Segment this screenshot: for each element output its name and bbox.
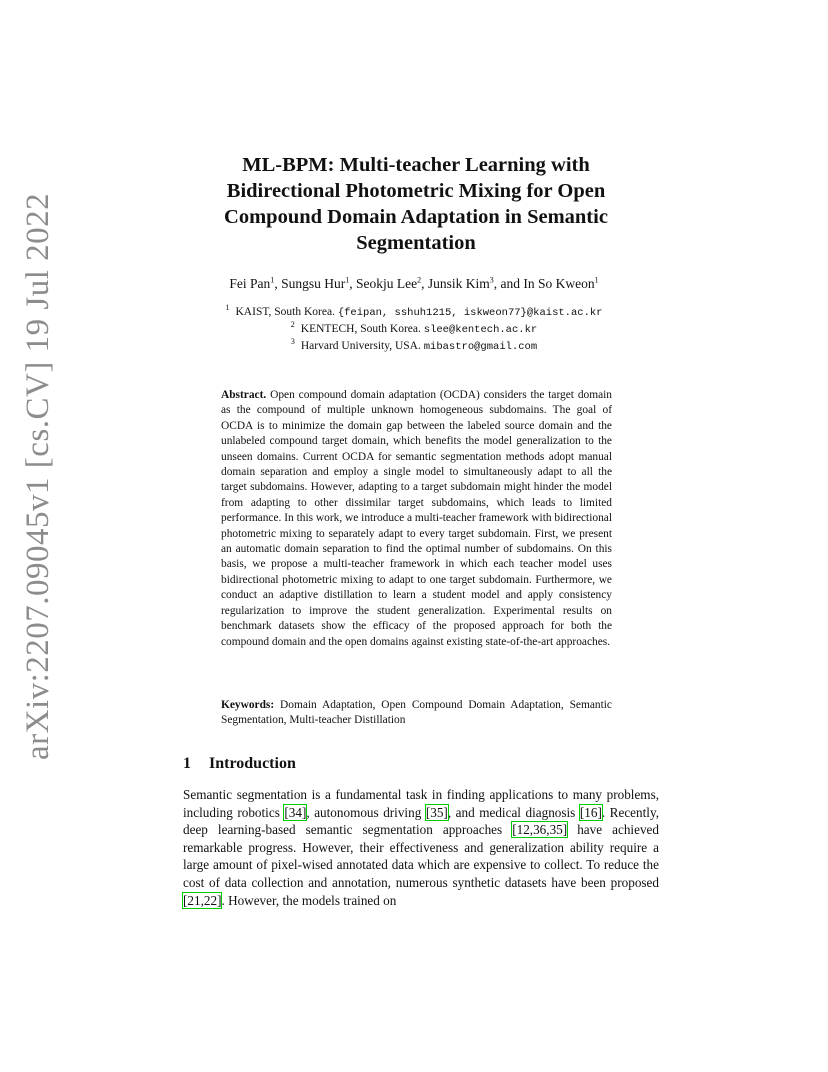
affiliation-number: 3 [290, 337, 295, 347]
affiliation-marker: 3 [489, 275, 494, 285]
author-name: , and In So Kweon [493, 276, 595, 291]
affiliation-list [150, 304, 678, 355]
paper-title: ML-BPM: Multi-teacher Learning with Bidirectional Photometric Mixing for Open Compound Domain Adaptation in Semantic Segmentation [224, 154, 608, 254]
affiliation-text: KAIST, South Korea. [235, 306, 338, 318]
section-title: Introduction [209, 755, 296, 772]
intro-text: . Recently, deep learning-based semantic segmentation approaches [183, 804, 659, 838]
affiliation-marker: 1 [345, 275, 350, 285]
abstract-label: Abstract. [221, 389, 267, 401]
intro-text: , and medical diagnosis [447, 804, 580, 820]
author-list [150, 275, 678, 293]
section-heading [183, 754, 296, 774]
abstract [221, 388, 612, 650]
citation-link[interactable]: [16] [579, 804, 602, 820]
section-number: 1 [183, 755, 191, 772]
affiliation-email[interactable]: {feipan, sshuh1215, iskweon77}@kaist.ac.kr [337, 307, 603, 319]
citation-link[interactable]: [35] [425, 804, 448, 820]
citation-link[interactable]: [21,22] [183, 892, 222, 908]
arxiv-identifier: arXiv:2207.09045v1 [cs.CV] 19 Jul 2022 [20, 192, 56, 760]
keywords-label: Keywords: [221, 699, 275, 711]
affiliation-harvard [150, 338, 678, 355]
affiliation-email[interactable]: mibastro@gmail.com [423, 341, 538, 353]
affiliation-text: KENTECH, South Korea. [300, 323, 424, 335]
affiliation-email[interactable]: slee@kentech.ac.kr [423, 324, 538, 336]
intro-text: have achieved remarkable progress. However, their effectiveness and generalization ability require a large amount of pixel-wised annotated data which are expensive to collect. To reduce the cost of data collection and annotation, numerous synthetic datasets have been proposed [183, 822, 659, 890]
keywords [221, 698, 612, 729]
intro-text: Semantic segmentation is a fundamental task in finding applications to many problems, including robotics [183, 787, 659, 820]
affiliation-number: 1 [225, 303, 230, 313]
keywords-text: Domain Adaptation, Open Compound Domain Adaptation, Semantic Segmentation, Multi-teacher Distillation [221, 699, 612, 727]
affiliation-marker: 2 [417, 275, 422, 285]
affiliation-marker: 1 [594, 275, 599, 285]
affiliation-kentech [150, 321, 678, 338]
intro-paragraph [183, 786, 659, 909]
affiliation-marker: 1 [270, 275, 275, 285]
author-name: , Seokju Lee [349, 276, 418, 291]
affiliation-kaist [150, 304, 678, 321]
author-name: Fei Pan [229, 276, 271, 291]
citation-link[interactable]: [34] [284, 804, 307, 820]
affiliation-number: 2 [290, 320, 295, 330]
citation-link[interactable]: [12,36,35] [512, 822, 568, 838]
intro-text: . However, the models trained on [221, 892, 397, 908]
author-name: , Junsik Kim [421, 276, 490, 291]
affiliation-text: Harvard University, USA. [300, 340, 424, 352]
author-name: , Sungsu Hur [274, 276, 346, 291]
abstract-text: Open compound domain adaptation (OCDA) considers the target domain as the compound of multiple unknown homogeneous subdomains. The goal of OCDA is to minimize the domain gap between the labeled source domain and the unlabeled compound target domain, which benefits the model generalization to the unseen domains. Current OCDA for semantic segmentation methods adopt manual domain separation and employ a single model to simultaneously adapt to all the target subdomains. However, adapting to a target subdomain might hinder the model from adapting to other dissimilar target subdomains, which leads to limited performance. In this work, we introduce a multi-teacher framework with bidirectional photometric mixing to separately adapt to every target subdomain. First, we present an automatic domain separation to find the optimal number of subdomains. On this basis, we propose a multi-teacher framework in which each teacher model uses bidirectional photometric mixing to adapt to one target subdomain. Furthermore, we conduct an adaptive distillation to learn a student model and apply consistency regularization to improve the student generalization. Experimental results on benchmark datasets show the efficacy of the proposed approach for both the compound domain and the open domains against existing state-of-the-art approaches. [221, 389, 612, 648]
intro-text: , autonomous driving [306, 804, 426, 820]
